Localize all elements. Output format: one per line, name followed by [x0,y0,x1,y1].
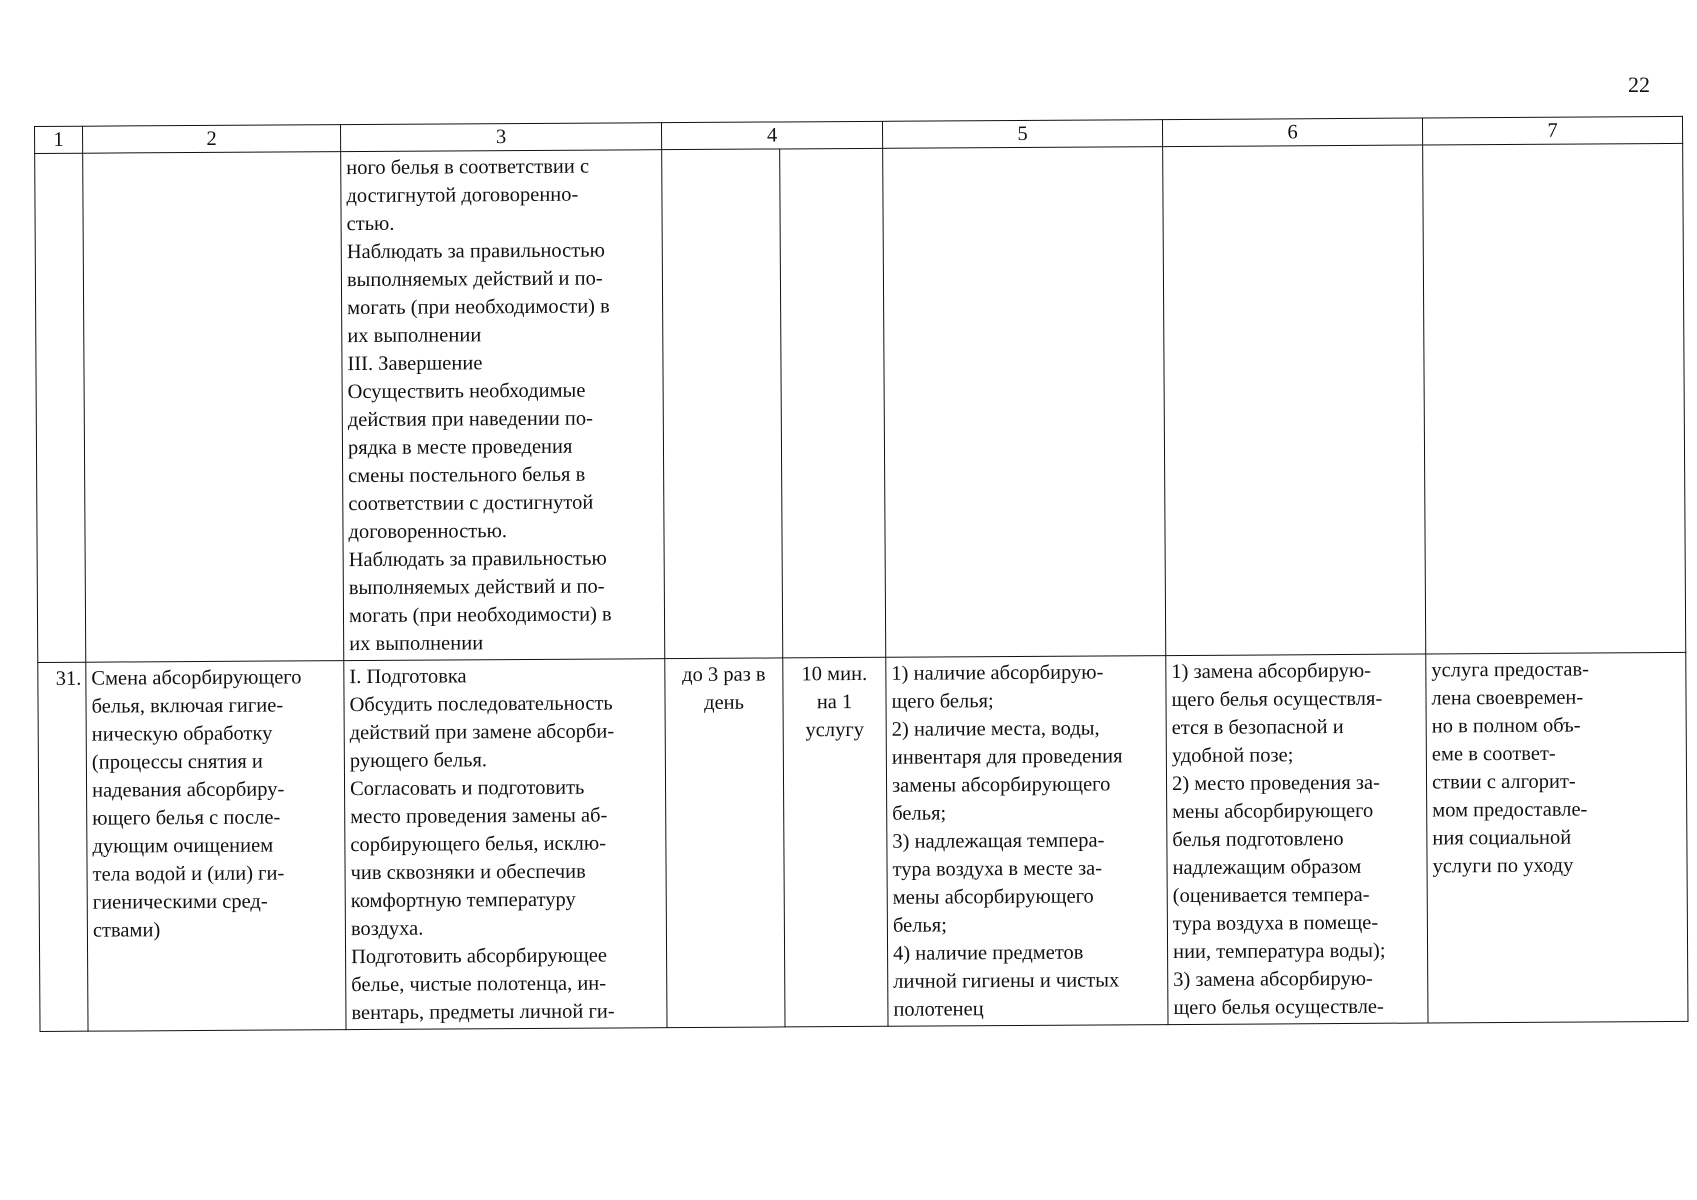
text-line: до 3 раз в [682,663,766,687]
text-line: белья; [892,914,947,937]
text-line: мом предоставле- [1432,798,1588,822]
text-line: ствии с алгорит- [1431,770,1576,794]
text-line: Подготовить абсорбирующее [351,944,608,969]
text-line: инвентаря для проведения [891,745,1123,769]
text-line: тура воздуха в помеще- [1172,911,1379,936]
procedure-text [349,661,661,1027]
evaluation-text [1431,655,1681,881]
continuation-procedure-text [346,152,659,658]
text-line: действий при замене абсорби- [349,720,615,745]
text-line: Наблюдать за правильностью [348,547,607,572]
text-line: вентарь, предметы личной ги- [351,1000,615,1025]
text-line: выполняемых действий и по- [348,575,605,600]
text-line: ническую обработку [91,722,273,746]
text-line: еме в соответ- [1431,742,1556,766]
header-col-7: 7 [1422,116,1682,145]
text-line: Осуществить необходимые [347,379,586,404]
text-line: комфортную температуру [350,888,576,913]
quality-text [1171,657,1422,1023]
row-31 [38,652,1688,1031]
quality-cell [1166,654,1428,1025]
text-line: могать (при необходимости) в [347,295,610,320]
frequency-text [670,660,777,717]
text-line: дующим очищением [92,834,274,858]
text-line: выполняемых действий и по- [346,267,603,292]
header-col-4: 4 [661,121,882,149]
services-table [34,116,1689,1032]
text-line: действия при наведении по- [347,407,594,432]
continuation-conditions-cell [883,147,1166,658]
header-col-5: 5 [882,120,1162,149]
text-line: III. Завершение [347,352,483,376]
text-line: 10 мин. [801,662,868,686]
text-line: надлежащим образом [1172,855,1362,880]
header-col-2: 2 [83,125,341,154]
text-line: могать (при необходимости) в [348,603,612,628]
text-line: белья; [892,802,947,825]
text-line: (процессы снятия и [91,750,263,774]
service-name-cell [86,661,346,1032]
text-line: надевания абсорбиру- [91,778,285,802]
continuation-number-cell [35,153,86,662]
text-line: лена своевремен- [1431,686,1584,710]
text-line: тела водой и (или) ги- [92,862,285,886]
continuation-evaluation-cell [1423,143,1686,654]
text-line: белье, чистые полотенца, ин- [351,972,607,997]
text-line: Наблюдать за правильностью [346,239,605,264]
text-line: тура воздуха в месте за- [892,857,1103,881]
text-line: нии, температура воды); [1173,939,1386,964]
header-col-6: 6 [1162,118,1422,147]
text-line: их выполнении [349,632,484,656]
text-line: 4) наличие предметов [893,941,1084,965]
text-line: 2) место проведения за- [1171,771,1380,796]
text-line: щего белья осуществле- [1173,995,1384,1020]
continuation-frequency-cell [662,149,783,659]
text-line: договоренностью. [348,520,508,544]
text-line: стью. [346,212,395,236]
text-line: щего белья; [891,690,994,713]
procedure-cell [344,659,667,1030]
text-line: смены постельного белья в [348,463,586,488]
evaluation-cell [1426,652,1688,1023]
text-line: 2) наличие места, воды, [891,717,1100,741]
header-col-1: 1 [35,126,83,153]
text-line: 1) наличие абсорбирую- [891,661,1104,685]
continuation-name-cell [83,152,344,663]
text-line: замены абсорбирующего [891,773,1111,797]
text-line: соответствии с достигнутой [348,491,594,516]
text-line: (оценивается темпера- [1172,883,1370,908]
text-line: ствами) [92,919,161,942]
text-line: 3) замена абсорбирую- [1173,967,1373,992]
text-line: рующего белья. [349,749,488,773]
text-line: полотенец [893,998,984,1021]
text-line: услугу [805,718,865,742]
text-line: но в полном объ- [1431,714,1581,738]
text-line: Обсудить последовательность [349,692,613,717]
conditions-cell [886,656,1168,1027]
continuation-duration-cell [780,148,886,658]
text-line: мены абсорбирующего [892,885,1094,909]
continuation-procedure-cell [341,150,665,661]
text-line: ющего белья с после- [92,806,281,830]
service-name-text [91,663,340,945]
text-line: белья подготовлено [1172,828,1344,852]
text-line: воздуха. [350,917,424,941]
text-line: белья, включая гигие- [91,694,284,718]
text-line: услуги по уходу [1432,854,1574,878]
text-line: сорбирующего белья, исклю- [350,832,607,857]
text-line: гиеническими сред- [92,890,268,914]
continuation-row [35,143,1686,662]
text-line: день [704,691,745,714]
text-line: чив сквозняки и обеспечив [350,860,586,885]
text-line: I. Подготовка [349,665,467,689]
text-line: достигнутой договоренно- [346,183,579,208]
conditions-text [891,658,1162,1024]
text-line: Смена абсорбирующего [91,666,302,690]
text-line: рядка в месте проведения [347,435,573,460]
page-number: 22 [1628,72,1650,97]
text-line: мены абсорбирующего [1172,799,1374,824]
text-line: 1) замена абсорбирую- [1171,659,1371,684]
continuation-quality-cell [1163,145,1426,656]
text-line: их выполнении [347,324,482,348]
text-line: место проведения замены аб- [350,804,608,829]
row-number: 31. [38,662,88,1031]
text-line: на 1 [816,691,853,714]
text-line: ется в безопасной и [1171,716,1344,740]
text-line: ного белья в соответствии с [346,155,590,180]
text-line: личной гигиены и чистых [893,969,1120,993]
text-line: ния социальной [1432,826,1572,850]
text-line: 3) надлежащая темпера- [892,829,1105,853]
duration-cell [783,657,888,1027]
duration-text [788,660,881,745]
text-line: удобной позе; [1171,744,1294,768]
frequency-cell [665,658,785,1028]
text-line: щего белья осуществля- [1171,687,1383,712]
header-col-3: 3 [340,123,661,152]
text-line: Согласовать и подготовить [349,776,585,801]
text-line: услуга предостав- [1431,658,1590,682]
